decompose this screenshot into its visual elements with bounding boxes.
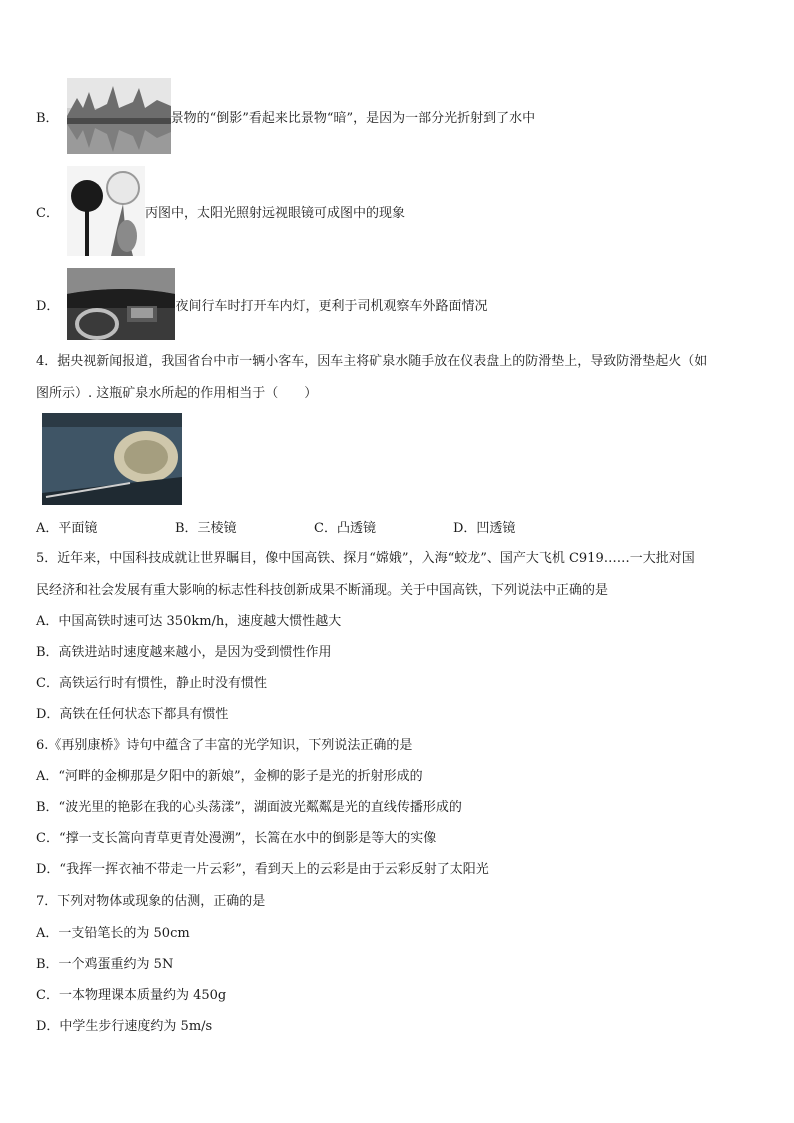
q4-stem-line2: 图所示）. 这瓶矿泉水所起的作用相当于（ ） xyxy=(36,386,318,401)
q4-option-d: D．凹透镜 xyxy=(453,521,516,536)
q5-stem-line2: 民经济和社会发展有重大影响的标志性科技创新成果不断涌现。关于中国高铁，下列说法中正确的是 xyxy=(36,583,609,598)
q7-option-a: A．一支铅笔长的为 50cm xyxy=(36,926,190,941)
q3-option-c xyxy=(36,166,405,256)
q5-option-b: B．高铁进站时速度越来越小，是因为受到惯性作用 xyxy=(36,645,332,660)
q7-option-c: C．一本物理课本质量约为 450g xyxy=(36,988,227,1003)
q7-stem: 7．下列对物体或现象的估测，正确的是 xyxy=(36,894,266,909)
q3-option-b xyxy=(36,78,535,154)
car-interior-image xyxy=(67,268,175,340)
q7-option-d: D．中学生步行速度约为 5m/s xyxy=(36,1019,213,1034)
lens-photo xyxy=(67,166,145,256)
q5-stem-line1: 5．近年来，中国科技成就让世界瞩目，像中国高铁、探月“嫦娥”，入海“蛟龙”、国产大飞机 C919……一大批对国 xyxy=(36,551,695,566)
q4-stem-line1: 4．据央视新闻报道，我国省台中市一辆小客车，因车主将矿泉水随手放在仪表盘上的防滑垫上，导致防滑垫起火（如 xyxy=(36,354,708,369)
q4-options xyxy=(36,520,592,538)
q3-option-d-letter: D． xyxy=(36,298,60,314)
q5-option-c: C．高铁运行时有惯性，静止时没有惯性 xyxy=(36,676,267,691)
q4-option-b: B．三棱镜 xyxy=(175,521,237,536)
q5-option-a: A．中国高铁时速可达 350km/h，速度越大惯性越大 xyxy=(36,614,342,629)
q6-option-b: B．“波光里的艳影在我的心头荡漾”，湖面波光粼粼是光的直线传播形成的 xyxy=(36,800,462,815)
q4-option-a: A．平面镜 xyxy=(36,521,98,536)
q3-option-b-letter: B． xyxy=(36,110,59,126)
q6-option-d: D．“我挥一挥衣袖不带走一片云彩”，看到天上的云彩是由于云彩反射了太阳光 xyxy=(36,862,489,877)
q5-option-d: D．高铁在任何状态下都具有惯性 xyxy=(36,707,229,722)
q3-option-d xyxy=(36,268,487,340)
q6-option-c: C．“撑一支长篙向青草更青处漫溯”，长篙在水中的倒影是等大的实像 xyxy=(36,831,437,846)
q3-option-c-letter: C． xyxy=(36,205,59,221)
lake-reflection-photo xyxy=(67,78,171,154)
dashboard-fire-image xyxy=(42,413,182,505)
dashboard-fire-photo xyxy=(42,413,182,505)
q3-option-c-text: 丙图中，太阳光照射远视眼镜可成图中的现象 xyxy=(144,205,405,221)
q3-option-d-text: 夜间行车时打开车内灯，更利于司机观察车外路面情况 xyxy=(175,298,488,314)
q4-option-c: C．凸透镜 xyxy=(314,521,376,536)
q7-option-b: B．一个鸡蛋重约为 5N xyxy=(36,957,174,972)
q6-stem: 6.《再别康桥》诗句中蕴含了丰富的光学知识，下列说法正确的是 xyxy=(36,738,413,753)
car-interior-photo xyxy=(67,268,175,340)
q6-option-a: A．“河畔的金柳那是夕阳中的新娘”，金柳的影子是光的折射形成的 xyxy=(36,769,423,784)
lens-image xyxy=(67,166,145,256)
q3-option-b-text: 景物的“倒影”看起来比景物“暗”，是因为一部分光折射到了水中 xyxy=(170,110,536,126)
lake-reflection-image xyxy=(67,78,171,154)
